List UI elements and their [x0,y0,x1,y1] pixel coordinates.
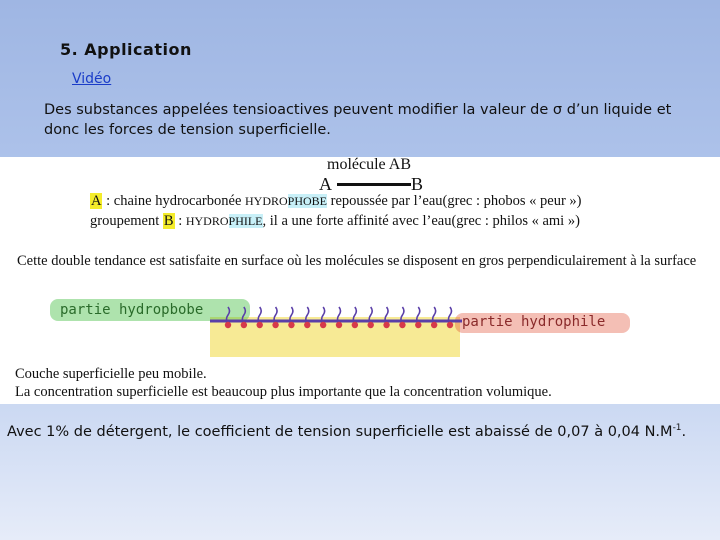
hydrophobe-text-before: : chaine hydrocarbonée [102,193,245,209]
hydrophile-term-prefix: HYDRO [185,214,229,228]
molecule-head [447,322,453,328]
molecule-head [368,322,374,328]
footer-text: Avec 1% de détergent, le coefficient de tension superficielle est abaissé de 0,07 à 0,04 N.M [7,423,673,440]
molecule-head [241,322,247,328]
hydrophobe-term-suffix: PHOBE [287,194,328,208]
hydrophile-description [90,213,580,230]
molecule-end-a: A [319,174,332,194]
footer-exponent: -1 [672,423,682,433]
molecule-head [352,322,358,328]
intro-text: Des substances appelées tensioactives peuvent modifier la valeur de σ d’un liquide et donc les forces de tension superficielle. [44,102,672,138]
molecule-head [257,322,263,328]
hydrophobe-label: partie hydropbobe [60,302,204,318]
hydrophile-term-suffix: PHILE [228,214,263,228]
footer-end: . [681,423,687,440]
hydrophobe-text-after: repoussée par l’eau(grec : phobos « peur ») [327,193,582,209]
hydrophile-colon: : [174,213,186,229]
water-layer [210,317,460,357]
surface-diagram [0,295,720,360]
footer-note [7,423,717,440]
hydrophobe-description [90,193,581,210]
hydrophile-text-before: groupement [90,213,163,229]
molecule-head [225,322,231,328]
molecule-head [415,322,421,328]
surface-layer-note: Couche superficielle peu mobile. [15,366,207,382]
molecule-end-b: B [411,174,424,194]
molecule-title: molécule AB [327,156,411,173]
molecule-bond [337,183,411,186]
letter-a-label: A [91,193,102,209]
orientation-paragraph: Cette double tendance est satisfaite en surface où les molécules se disposent en gros perpendiculairement à la surface [17,253,697,269]
concentration-note: La concentration superficielle est beaucoup plus importante que la concentration volumique. [15,384,552,400]
slide-title: 5. Application [60,40,192,59]
molecule-head [383,322,389,328]
molecule-head [320,322,326,328]
hydrophobe-term-prefix: HYDRO [245,194,288,208]
video-link[interactable]: Vidéo [72,71,112,87]
molecule-head [288,322,294,328]
molecule-head [399,322,405,328]
hydrophile-text-after: , il a une forte affinité avec l’eau(grec : philos « ami ») [262,213,580,229]
hydrophile-label: partie hydrophile [462,314,606,330]
molecule-head [336,322,342,328]
molecule-head [272,322,278,328]
molecule-head [304,322,310,328]
letter-b-label: B [163,213,174,229]
molecule-head [431,322,437,328]
